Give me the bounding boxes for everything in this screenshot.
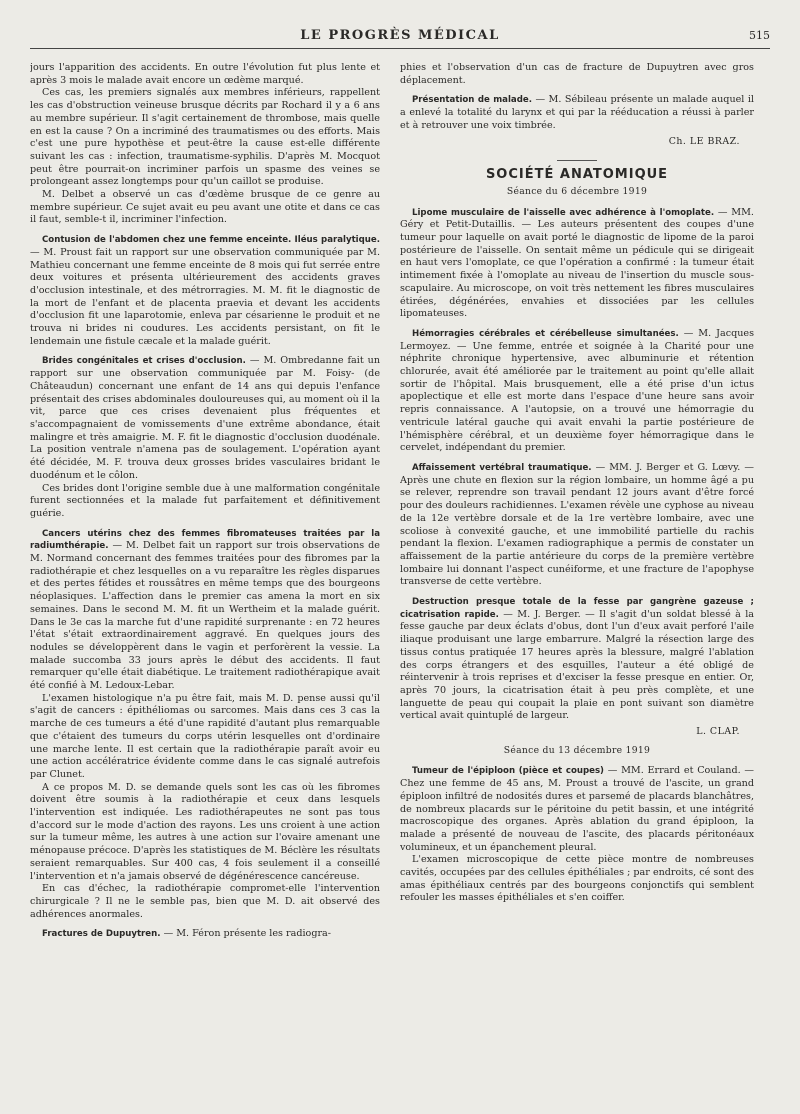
article-heading: Affaissement vertébral traumatique. — [412, 462, 592, 473]
article-hemorragies — [400, 328, 754, 455]
article-contusion — [30, 234, 380, 348]
article-body: — M. Jacques Lermoyez. — Une femme, entrée et soignée à la Charité pour une néphrite chronique hypertensive, avec albuminurie et rétention chlorurée, avait été améliorée par le traitement au point qu'elle allait sortir de l'hôpital. Mais brusquement, elle a été prise d'un ictus apoplectique et elle est morte dans l'espace d'une heure sans avoir repris connaissance. A l'autopsie, on a trouvé une hémorragie du ventricule latéral gauche qui avait envahi la partie postérieure de l'hémisphère cérébral, et un deuxième foyer hémorragique dans le cervelet, indépendant du premier. — [400, 327, 754, 454]
paragraph: Ces brides dont l'origine semble due à une malformation congénitale furent sectionnées et la malade fut parfaitement et définitivement guérie. — [30, 482, 380, 519]
paragraph: jours l'apparition des accidents. En outre l'évolution fut plus lente et après 3 mois le malade avait encore un œdème marqué. — [30, 62, 380, 86]
paragraph: phies et l'observation d'un cas de fracture de Dupuytren avec gros déplacement. — [400, 62, 754, 86]
article-affaissement — [400, 462, 754, 589]
article-heading: Brides congénitales et crises d'occlusion. — [42, 356, 246, 367]
article-presentation — [400, 94, 754, 132]
paragraph: M. Delbet a observé un cas d'œdème brusque de ce genre au membre supérieur. Ce sujet avait eu peu avant une otite et dans ce cas il faut, semble-t il, incriminer l'infection. — [30, 189, 380, 226]
paragraph: En cas d'échec, la radiothérapie compromet-elle l'intervention chirurgicale ? Il ne le semble pas, bien que M. D. ait observé des adhérences anormales. — [30, 883, 380, 920]
society-title: SOCIÉTÉ ANATOMIQUE — [485, 167, 669, 183]
article-body: — M. Sébileau présente un malade auquel il a enlevé la totalité du larynx et qui par la rééducation a réussi à parler et à retrouver une voix timbrée. — [400, 94, 754, 131]
paragraph: L'examen histologique n'a pu être fait, mais M. D. pense aussi qu'il s'agit de cancers : épithéliomas ou sarcomes. Mais dans ces 3 cas la marche de ces tumeurs a été d'une rapidité d'autant plus remarquable que c'étaient des tumeurs du corps utérin lesquelles ont d'ordinaire une marche lente. Il est certain que la radiothérapie paraît avoir eu une action accélératrice évidente comme dans le cas signalé autrefois par Clunet. — [30, 692, 380, 780]
article-heading: Cancers utérins chez des femmes fibromateuses traitées par la radiumthérapie. — [30, 528, 380, 552]
article-body: — M. Proust fait un rapport sur une observation communiquée par M. Mathieu concernant une femme enceinte de 8 mois qui fut serrée entre deux voitures et présenta ultérieurement des accidents graves d'occlusion intestinale, et des métrorragies. M. M. fit le diagnostic de la mort de l'enfant et de placenta praevia et devant les accidents d'occlusion fit une laparotomie, enleva par césarienne le produit et ne trouva ni brides ni coudures. Les accidents persistant, on fit le lendemain une fistule cæcale et la malade guérit. — [30, 246, 380, 347]
article-body: — M. Delbet fait un rapport sur trois observations de M. Normand concernant des femmes traitées pour des fibromes par la radiothérapie et chez lesquelles on a vu reparaître les règles disparues et des pertes fétides et roussâtres en même temps que des bourgeons néoplasiques. L'affection dans le premier cas amena la mort en six semaines. Dans le second M. M. fit un Wertheim et la malade guérit. Dans le 3e cas la marche fut d'une rapidité surprenante : en 72 heures l'état s'était extraordinairement aggravé. En quelques jours des nodules se développèrent dans le vagin et perforèrent la vessie. La malade succomba 33 jours après le début des accidents. Il faut remarquer qu'elle était diabétique. Le traitement radiothérapique avait été confié à M. Ledoux-Lebar. — [30, 540, 380, 692]
article-body: — M. J. Berger. — Il s'agit d'un soldat blessé à la fesse gauche par deux éclats d'obus, dont l'un d'eux avait perforé l'aile iliaque produisant une large embarrure. Malgré la résection large des tissus contus pratiquée 17 heures après la blessure, malgré l'ablation des corps étrangers et des esquilles, l'auteur a été obligé de réintervenir à trois reprises et d'exciser la fesse presque en entier. Or, après 70 jours, la cicatrisation était à peu près complète, et une languette de peau qui coupait la plaie en pont suivant son diamètre vertical avait quintuplé de largeur. — [400, 608, 754, 722]
article-body: — MM. Errard et Couland. — Chez une femme de 45 ans, M. Proust a trouvé de l'ascite, un grand épiploon infiltré de nodosités dures et parsemé de placards blanchâtres, de nombreux placards sur le péritoine du petit bassin, et une intégrité macroscopique des organes. Après ablation du grand épiploon, la malade a présenté de nouveau de l'ascite, des placards péritonéaux volumineux, et un épanchement pleural. — [400, 765, 754, 853]
journal-title: LE PROGRÈS MÉDICAL — [300, 28, 500, 43]
article-heading: Destruction presque totale de la fesse par gangrène gazeuse ; cicatrisation rapide. — [400, 597, 754, 620]
article-fractures — [30, 928, 380, 941]
article-heading: Contusion de l'abdomen chez une femme enceinte. Iléus paralytique. — [42, 235, 380, 246]
article-tumeur — [400, 765, 754, 854]
page-number: 515 — [749, 29, 770, 42]
article-destruction — [400, 596, 754, 723]
paragraph: A ce propos M. D. se demande quels sont les cas où les fibromes doivent être soumis à la radiothérapie et ceux dans lesquels l'intervention est indiquée. Les radiothérapeutes ne sont pas tous d'accord sur le mode d'action des rayons. Les uns croient à une action sur la tumeur même, les autres à une action sur l'ovaire amenant une ménopause précoce. D'après les statistiques de M. Béclère les résultats seraient remarquables. Sur 400 cas, 4 fois seulement il a conseillé l'intervention et n'a jamais observé de dégénérescence cancéreuse. — [30, 781, 380, 882]
article-body: — MM. Géry et Petit-Dutaillis. — Les auteurs présentent des coupes d'une tumeur pour laquelle on avait porté le diagnostic de lipome de la paroi postérieure de l'aisselle. On sentait même un pédicule qui se dirigeait en haut vers l'omoplate, ce que l'opération a confirmé : la tumeur était intimement fixée à l'omoplate au niveau de l'insertion du muscle sous-scapulaire. Au microscope, on voit très nettement les fibres musculaires étirées, dégénérées, envahies et dissociées par les cellules lipomateuses. — [400, 206, 754, 320]
section-divider — [557, 160, 597, 161]
signature: Ch. LE BRAZ. — [668, 135, 740, 147]
article-heading: Fractures de Dupuytren. — [42, 929, 161, 940]
article-heading: Présentation de malade. — [412, 95, 532, 106]
article-body: — M. Ombredanne fait un rapport sur une observation communiquée par M. Foisy- (de Châteaudun) concernant une enfant de 14 ans qui depuis l'enfance présentait des crises abdominales douloureuses qui, au moment où il la vit, parce que ces crises devenaient plus fréquentes et s'accompagnaient de vomissements d'une extrême abondance, était malingre et très amaigrie. M. F. fit le diagnostic d'occlusion duodénale. La position ventrale n'amena pas de soulagement. L'opération ayant été décidée, M. F. trouva deux grosses brides vasculaires bridant le duodénum et le côlon. — [30, 355, 380, 481]
article-body: — MM. J. Berger et G. Lœvy. — Après une chute en flexion sur la région lombaire, un homme âgé a pu se relever, reprendre son travail pendant 12 jours avant d'être forcé pour des douleurs rachidiennes. L'examen révèle une cyphose au niveau de la 12e vertèbre dorsale et de la 1re vertèbre lombaire, avec une scoliose à convexité gauche, et une immobilité partielle du rachis pendant la flexion. L'examen radiographique a permis de constater un affaissement de la partie antérieure du corps de la première vertèbre lombaire lui donnant l'aspect cunéiforme, et une fracture de l'apophyse transverse de cette vertèbre. — [400, 461, 754, 588]
page-header — [30, 26, 770, 49]
paragraph: Ces cas, les premiers signalés aux membres inférieurs, rappellent les cas d'obstruction veineuse brusque décrits par Rochard il y a 6 ans au membre supérieur. Il s'agit certainement de thrombose, mais quelle en est la cause ? On a incriminé des traumatismes ou des efforts. Mais c'est une pure hypothèse et peut-être la cause est-elle différente suivant les cas : infection, traumatisme-syphilis. D'après M. Mocquot peut être pourrait-on incriminer parfois un spasme des veines se prolongeant assez longtemps pour qu'un caillot se produise. — [30, 87, 380, 188]
article-heading: Tumeur de l'épiploon (pièce et coupes) — [412, 766, 604, 777]
article-heading: Lipome musculaire de l'aisselle avec adhérence à l'omoplate. — [412, 207, 715, 218]
paragraph: L'examen microscopique de cette pièce montre de nombreuses cavités, occupées par des cellules épithéliales ; par endroits, cé sont des amas épithéliaux centrés par des bourgeons conjonctifs qui semblent refouler les masses épithéliales et s'en coiffer. — [400, 854, 754, 904]
article-cancers — [30, 528, 380, 693]
article-heading: Hémorragies cérébrales et cérébelleuse simultanées. — [412, 328, 679, 339]
article-brides — [30, 355, 380, 482]
session-date: Séance du 13 décembre 1919 — [503, 744, 651, 756]
article-lipome — [400, 207, 754, 321]
right-column — [400, 62, 754, 1102]
signature: L. CLAP. — [696, 726, 740, 738]
session-date: Séance du 6 décembre 1919 — [506, 185, 648, 197]
left-column — [30, 62, 380, 1102]
article-body: — M. Féron présente les radiogra- — [163, 928, 332, 940]
